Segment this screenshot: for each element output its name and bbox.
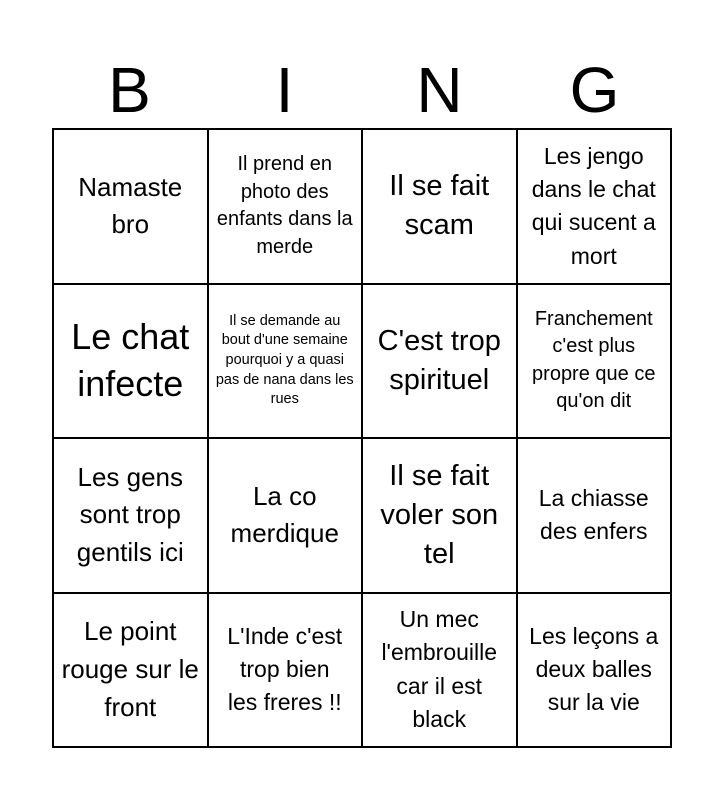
- bingo-cell-text: Le chat infecte: [71, 315, 190, 404]
- bingo-cell-text: Les gens sont trop gentils ici: [76, 461, 184, 568]
- bingo-cell-text: Il se fait scam: [389, 170, 490, 242]
- bingo-cell-text: La chiasse des enfers: [538, 484, 649, 545]
- bingo-cell-text: Il prend en photo des enfants dans la merde: [216, 153, 353, 258]
- bingo-cell[interactable]: [518, 439, 673, 594]
- bingo-grid: [52, 128, 672, 748]
- bingo-cell-text: Namaste bro: [78, 171, 183, 240]
- bingo-cell[interactable]: [363, 594, 518, 749]
- bingo-cell[interactable]: [518, 285, 673, 440]
- header-letter-i: I: [275, 54, 294, 126]
- bingo-cell[interactable]: [54, 285, 209, 440]
- bingo-cell[interactable]: [209, 594, 364, 749]
- bingo-cell-text: Les jengo dans le chat qui sucent a mort: [531, 142, 656, 269]
- header-letter-g: G: [569, 54, 620, 126]
- bingo-cell[interactable]: [518, 594, 673, 749]
- bingo-cell-text: Un mec l'embrouille car il est black: [381, 606, 498, 733]
- bingo-cell[interactable]: [209, 130, 364, 285]
- bingo-cell-text: L'Inde c'est trop bien les freres !!: [227, 622, 343, 716]
- bingo-cell-text: La co merdique: [230, 480, 339, 549]
- bingo-cell[interactable]: [209, 285, 364, 440]
- header-letter-n: N: [416, 54, 463, 126]
- bingo-cell-text: Franchement c'est plus propre que ce qu'on dit: [532, 307, 656, 413]
- bingo-header: [52, 52, 672, 128]
- bingo-cell[interactable]: [54, 594, 209, 749]
- bingo-cell[interactable]: [209, 439, 364, 594]
- bingo-cell-text: Le point rouge sur le front: [61, 616, 199, 722]
- bingo-cell[interactable]: [54, 130, 209, 285]
- bingo-cell-text: Les leçons a deux balles sur la vie: [529, 622, 659, 716]
- bingo-cell[interactable]: [54, 439, 209, 594]
- bingo-cell-text: C'est trop spirituel: [377, 324, 501, 396]
- bingo-cell[interactable]: [363, 439, 518, 594]
- bingo-cell[interactable]: [363, 285, 518, 440]
- bingo-cell[interactable]: [518, 130, 673, 285]
- bingo-cell-text: Il se demande au bout d'une semaine pourquoi y a quasi pas de nana dans les rues: [215, 312, 354, 408]
- bingo-cell[interactable]: [363, 130, 518, 285]
- bingo-cell-text: Il se fait voler son tel: [380, 459, 499, 570]
- header-letter-b: B: [108, 54, 151, 126]
